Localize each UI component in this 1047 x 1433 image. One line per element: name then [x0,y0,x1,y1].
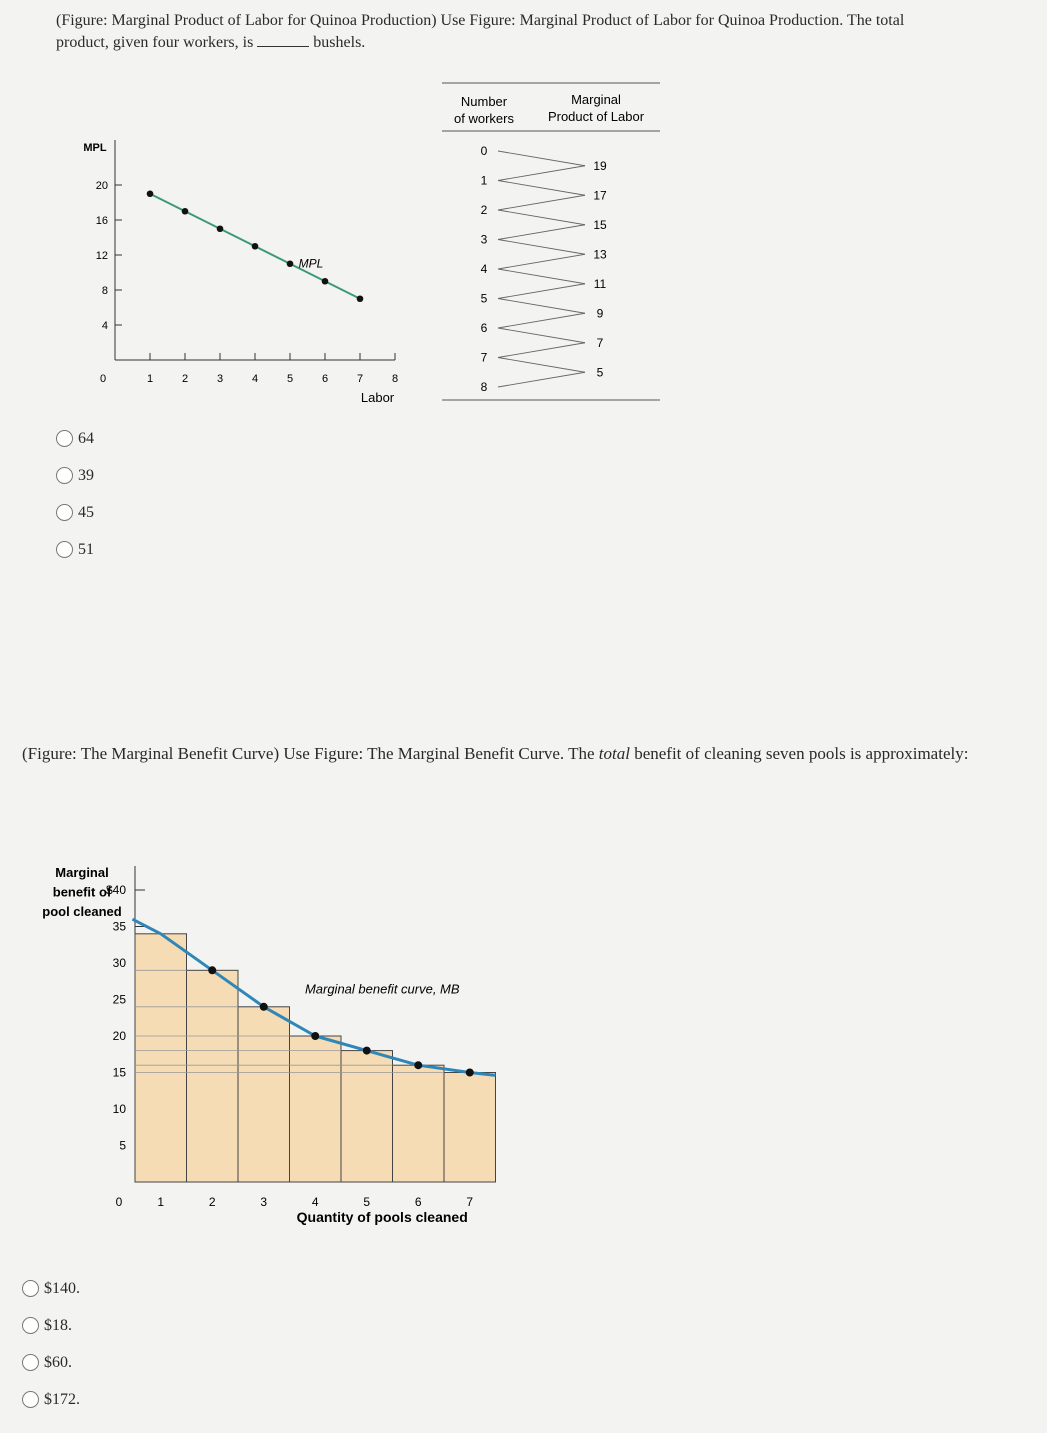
data-point [260,1003,268,1011]
radio-button[interactable] [56,467,73,484]
mpl-value: 9 [596,306,604,321]
mpl-value: 17 [593,188,607,203]
data-point [252,243,259,250]
option-18[interactable] [22,1307,80,1344]
bracket-line [498,225,585,240]
option-label[interactable]: $18. [44,1316,72,1334]
mpl-value: 13 [593,247,607,262]
option-51[interactable] [56,531,94,568]
radio-button[interactable] [56,430,73,447]
bracket-line [498,240,585,255]
option-64[interactable] [56,420,94,457]
option-172[interactable] [22,1381,80,1418]
option-label[interactable]: 64 [78,429,94,447]
header-workers-line1: Number [460,94,508,109]
x-tick-label: 0 [115,1195,123,1209]
worker-count: 3 [480,232,488,247]
x-tick-label: 3 [260,1195,268,1209]
x-tick-label: 6 [321,373,329,385]
worker-count: 0 [480,144,488,158]
benefit-bar [135,934,187,1182]
x-tick-label: 4 [311,1195,319,1209]
question-2-options [22,1270,80,1418]
question-2-suffix: benefit of cleaning seven pools is approximately: [629,744,969,763]
question-1-text [56,10,936,54]
x-tick-label: 5 [363,1195,371,1209]
x-tick-label: 7 [356,373,364,385]
question-2-prefix: (Figure: The Marginal Benefit Curve) Use Figure: The Marginal Benefit Curve. The [22,744,599,763]
x-tick-label: 1 [157,1195,165,1209]
y-tick-label: 8 [101,285,108,297]
y-tick-label: 30 [112,956,126,970]
data-point [287,260,294,267]
mpl-value: 5 [596,365,604,380]
data-point [217,225,224,232]
bracket-line [498,181,585,196]
option-label[interactable]: 51 [78,540,94,558]
bracket-line [498,210,585,225]
y-axis-label: MPL [83,142,107,154]
x-tick-label: 4 [251,373,259,385]
bracket-line [498,299,585,314]
option-label[interactable]: $60. [44,1353,72,1371]
mpl-value: 11 [593,276,607,291]
mpl-table [440,80,665,410]
benefit-bar [341,1051,393,1182]
benefit-bar [238,1007,290,1182]
option-39[interactable] [56,457,94,494]
data-point [208,966,216,974]
data-point [311,1032,319,1040]
worker-count: 4 [480,262,488,276]
worker-count: 5 [480,291,488,306]
x-tick-label: 2 [181,373,189,385]
mpl-value: 7 [596,335,604,350]
radio-button[interactable] [56,541,73,558]
bracket-line [498,372,585,387]
benefit-bar [290,1036,342,1182]
data-point [466,1069,474,1077]
y-tick-label: 4 [101,320,108,332]
curve-label: MPL [298,256,324,271]
x-tick-label: 3 [216,373,224,385]
y-tick-label: 5 [119,1138,126,1153]
bracket-line [498,166,585,181]
worker-count: 6 [480,321,488,335]
bracket-line [498,328,585,343]
x-tick-label: 5 [286,373,294,385]
question-1-suffix: bushels. [313,34,366,51]
y-tick-label: $40 [105,883,126,897]
benefit-bar [393,1065,445,1182]
y-tick-label: 10 [112,1102,126,1116]
y-tick-label: 15 [112,1065,126,1080]
header-mpl-line2: Product of Labor [547,109,645,124]
question-1-options [56,420,94,568]
y-tick-label: 16 [95,215,108,227]
x-tick-label: 0 [99,373,107,385]
question-1-prefix: (Figure: Marginal Product of Labor for Quinoa Production) Use Figure: Marginal Product of Labor for Quinoa Production. The total product, given four workers, is [56,12,905,51]
option-label[interactable]: $172. [44,1390,80,1408]
mpl-value: 19 [593,158,607,173]
bracket-line [498,269,585,284]
option-45[interactable] [56,494,94,531]
radio-button[interactable] [22,1354,39,1371]
answer-blank [257,46,309,47]
x-tick-label: 1 [146,373,154,385]
y-tick-label: 25 [112,992,126,1007]
header-mpl-line1: Marginal [571,92,621,107]
x-tick-label: 8 [391,373,399,385]
header-workers-line2: of workers [454,111,514,126]
bracket-line [498,195,585,210]
bracket-line [498,313,585,328]
x-axis-label: Quantity of pools cleaned [296,1209,468,1225]
worker-count: 1 [480,173,488,188]
x-tick-label: 2 [208,1195,216,1209]
question-2-text [22,742,1042,766]
worker-count: 7 [480,350,488,365]
radio-button[interactable] [22,1391,39,1408]
question-2-emphasis: total [598,744,630,763]
option-140[interactable] [22,1270,80,1307]
option-label[interactable]: 39 [78,466,94,484]
bracket-line [498,151,585,166]
worker-count: 2 [480,203,488,217]
y-tick-label: 20 [95,180,108,192]
worker-count: 8 [480,380,488,394]
option-label[interactable]: 45 [78,503,94,521]
x-tick-label: 7 [466,1195,474,1209]
data-point [147,190,154,197]
y-axis-label: Marginal [55,865,109,880]
option-60[interactable] [22,1344,80,1381]
benefit-bar [187,970,239,1182]
y-tick-label: 35 [112,919,126,934]
data-point [363,1047,371,1055]
x-axis-label: Labor [360,390,395,405]
x-tick-label: 6 [414,1195,422,1209]
data-point [414,1061,422,1069]
radio-button[interactable] [22,1280,39,1297]
radio-button[interactable] [22,1317,39,1334]
benefit-bar [444,1073,496,1183]
data-point [357,295,364,302]
bracket-line [498,254,585,269]
y-axis-label: benefit of [52,884,112,900]
bracket-line [498,343,585,358]
data-point [322,278,329,285]
mpl-chart [70,130,420,420]
bracket-line [498,284,585,299]
data-point [182,208,189,215]
radio-button[interactable] [56,504,73,521]
mpl-value: 15 [593,217,607,232]
option-label[interactable]: $140. [44,1279,80,1297]
y-tick-label: 20 [112,1029,126,1043]
curve-label: Marginal benefit curve, MB [304,981,460,997]
y-axis-label: pool cleaned [42,904,122,919]
bracket-line [498,358,585,373]
marginal-benefit-chart [30,860,510,1240]
y-tick-label: 12 [95,250,108,262]
